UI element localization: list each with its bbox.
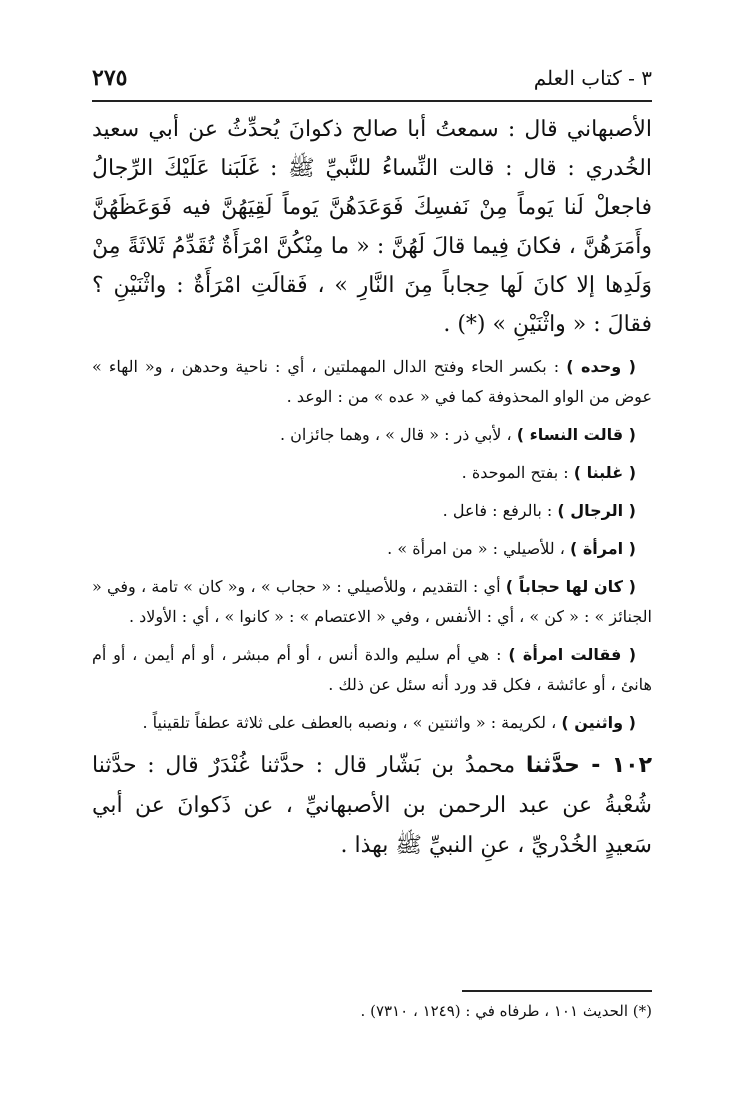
note-term: ( الرجال ) [557, 501, 636, 520]
hadith-102-text [92, 746, 652, 866]
note-term: ( وحده ) [566, 357, 636, 376]
note-term: ( غلبنا ) [573, 463, 636, 482]
note-item [92, 708, 652, 738]
page-content [92, 110, 652, 866]
note-item [92, 572, 652, 632]
note-text: : بكسر الحاء وفتح الدال المهملتين ، أي : ناحية وحدهن ، و« الهاء » عوض من الواو المحذوفة كما في « عده » من : الوعد . [92, 357, 652, 406]
hadith-102-body: محمدُ بن بَشّار قال : حدَّثنا غُنْدَرٌ قال : حدَّثنا شُعْبةُ عن عبد الرحمن بن الأصبهانيِّ ، عن ذَكوانَ عن أبي سَعيدٍ الخُدْريِّ ، عنِ النبيِّ ﷺ بهذا . [92, 753, 652, 858]
note-item [92, 640, 652, 700]
note-item [92, 534, 652, 564]
footnote-divider [462, 990, 652, 992]
hadith-number: ١٠٢ - حدَّثنا [525, 753, 653, 778]
note-text: ، للأصيلي : « من امرأة » . [387, 539, 570, 558]
note-term: ( قالت النساء ) [516, 425, 636, 444]
note-term: ( كان لها حجاباً ) [505, 577, 636, 596]
note-text: : بفتح الموحدة . [461, 463, 574, 482]
hadith-101-text: الأصبهاني قال : سمعتُ أبا صالح ذكوانَ يُحدِّثُ عن أبي سعيد الخُدري : قال : قالت النِّساءُ للنَّبيِّ ﷺ : غَلَبَنا عَلَيْكَ الرِّجالُ فاجعلْ لَنا يَوماً مِنْ نَفسِكَ فَوَعَدَهُنَّ يَوماً لَقِيَهُنَّ فيه فَوَعَظَهُنَّ وأَمَرَهُنَّ ، فكانَ فِيما قالَ لَهُنَّ : « ما مِنْكُنَّ امْرَأَةٌ تُقَدِّمُ ثَلاثَةً مِنْ وَلَدِها إلا كانَ لَها حِجاباً مِنَ النَّارِ » ، فَقالَتِ امْرَأَةٌ : واثْنَيْنِ ؟ فقالَ : « واثْنَيْنِ » (*) . [92, 117, 652, 337]
note-term: ( امرأة ) [569, 539, 636, 558]
note-item [92, 496, 652, 526]
note-item [92, 458, 652, 488]
page-header [92, 58, 652, 98]
note-item [92, 352, 652, 412]
footnote: (*) الحديث ١٠١ ، طرفاه في : (١٢٤٩ ، ٧٣١٠) . [360, 1002, 652, 1020]
page-number: ٢٧٥ [92, 65, 128, 91]
header-divider [92, 100, 652, 102]
note-term: ( فقالت امرأة ) [508, 645, 637, 664]
note-text: : هي أم سليم والدة أنس ، أو أم مبشر ، أو أم أيمن ، أو أم هانئ ، أو عائشة ، فكل قد ورد أنه سئل عن ذلك . [92, 645, 652, 694]
note-text: : بالرفع : فاعل . [442, 501, 558, 520]
note-text: ، لأبي ذر : « قال » ، وهما جائزان . [279, 425, 517, 444]
note-term: ( واثنين ) [561, 713, 636, 732]
note-text: ، لكريمة : « واثنتين » ، ونصبه بالعطف على ثلاثة عطفاً تلقينياً . [142, 713, 562, 732]
note-text: أي : التقديم ، وللأصيلي : « حجاب » ، و« كان » تامة ، وفي « الجنائز » : « كن » ، أي : الأنفس ، وفي « الاعتصام » : « كانوا » ، أي : الأولاد . [92, 577, 652, 626]
running-title: ٣ - كتاب العلم [533, 66, 652, 90]
note-item [92, 420, 652, 450]
